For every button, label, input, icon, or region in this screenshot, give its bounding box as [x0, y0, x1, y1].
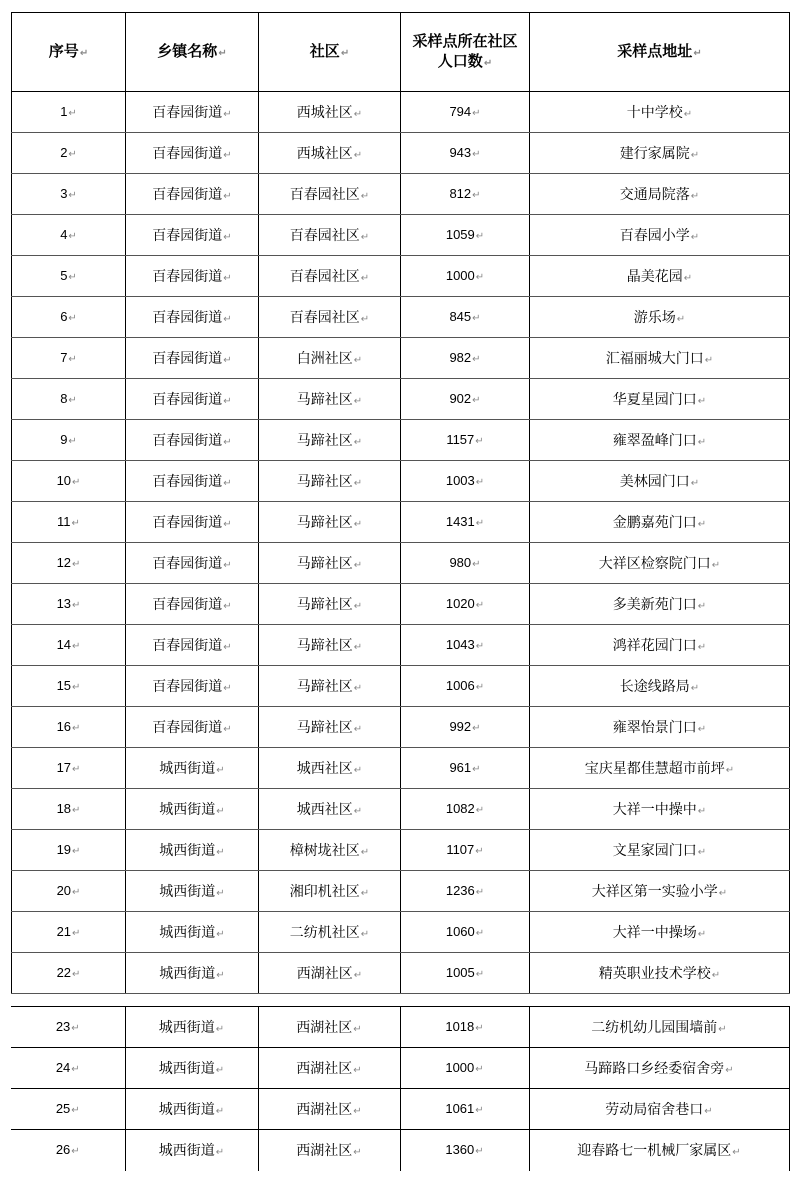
cell-address: 二纺机幼儿园围墙前↵ [529, 1007, 789, 1048]
cell-community: 西湖社区↵ [258, 1089, 400, 1130]
cell-community: 西城社区↵ [259, 92, 401, 133]
cell-population: 1107↵ [401, 830, 530, 871]
cell-address: 晶美花园↵ [530, 256, 790, 297]
cell-address: 迎春路七一机械厂家属区↵ [529, 1130, 789, 1171]
cell-town: 城西街道↵ [125, 1130, 258, 1171]
cell-town: 城西街道↵ [126, 830, 259, 871]
cell-town: 百春园街道↵ [126, 215, 259, 256]
cell-community: 西城社区↵ [259, 133, 401, 174]
header-town: 乡镇名称↵ [126, 13, 259, 92]
cell-town: 城西街道↵ [126, 871, 259, 912]
cell-no: 5↵ [12, 256, 126, 297]
cell-no: 18↵ [12, 789, 126, 830]
cell-community: 百春园社区↵ [259, 297, 401, 338]
cell-community: 城西社区↵ [259, 789, 401, 830]
cell-community: 马蹄社区↵ [259, 707, 401, 748]
cell-address: 交通局院落↵ [530, 174, 790, 215]
cell-community: 百春园社区↵ [259, 174, 401, 215]
cell-no: 10↵ [12, 461, 126, 502]
cell-town: 百春园街道↵ [126, 461, 259, 502]
table-row [12, 502, 790, 543]
cell-community: 百春园社区↵ [259, 256, 401, 297]
cell-town: 百春园街道↵ [126, 174, 259, 215]
cell-population: 1043↵ [401, 625, 530, 666]
table-row [11, 1130, 789, 1171]
cell-address: 大祥区检察院门口↵ [530, 543, 790, 584]
cell-population: 1018↵ [400, 1007, 529, 1048]
cell-town: 城西街道↵ [126, 789, 259, 830]
table-row [12, 420, 790, 461]
cell-no: 22↵ [12, 953, 126, 994]
cell-no: 13↵ [12, 584, 126, 625]
cell-address: 鸿祥花园门口↵ [530, 625, 790, 666]
cell-population: 943↵ [401, 133, 530, 174]
table-row [12, 133, 790, 174]
cell-address: 百春园小学↵ [530, 215, 790, 256]
cell-population: 992↵ [401, 707, 530, 748]
cell-no: 15↵ [12, 666, 126, 707]
cell-address: 建行家属院↵ [530, 133, 790, 174]
cell-town: 百春园街道↵ [126, 666, 259, 707]
table-row [12, 297, 790, 338]
cell-no: 19↵ [12, 830, 126, 871]
table-row [12, 789, 790, 830]
cell-population: 980↵ [401, 543, 530, 584]
cell-town: 百春园街道↵ [126, 379, 259, 420]
table-row [12, 543, 790, 584]
cell-no: 25↵ [11, 1089, 125, 1130]
cell-community: 西湖社区↵ [258, 1130, 400, 1171]
table-row [12, 830, 790, 871]
cell-no: 21↵ [12, 912, 126, 953]
cell-community: 马蹄社区↵ [259, 461, 401, 502]
cell-community: 马蹄社区↵ [259, 543, 401, 584]
cell-community: 百春园社区↵ [259, 215, 401, 256]
table-row [12, 912, 790, 953]
cell-population: 1005↵ [401, 953, 530, 994]
cell-community: 马蹄社区↵ [259, 420, 401, 461]
table-row [12, 748, 790, 789]
cell-address: 精英职业技术学校↵ [530, 953, 790, 994]
cell-no: 20↵ [12, 871, 126, 912]
cell-address: 雍翠怡景门口↵ [530, 707, 790, 748]
cell-town: 百春园街道↵ [126, 133, 259, 174]
table-row [12, 256, 790, 297]
cell-no: 1↵ [12, 92, 126, 133]
cell-community: 马蹄社区↵ [259, 584, 401, 625]
cell-population: 1360↵ [400, 1130, 529, 1171]
cell-address: 游乐场↵ [530, 297, 790, 338]
cell-community: 城西社区↵ [259, 748, 401, 789]
cell-town: 百春园街道↵ [126, 297, 259, 338]
cell-population: 1082↵ [401, 789, 530, 830]
sampling-points-table-continued [11, 1006, 790, 1171]
cell-population: 845↵ [401, 297, 530, 338]
cell-town: 城西街道↵ [125, 1007, 258, 1048]
table-row [12, 707, 790, 748]
cell-address: 美林园门口↵ [530, 461, 790, 502]
cell-no: 24↵ [11, 1048, 125, 1089]
cell-no: 3↵ [12, 174, 126, 215]
cell-population: 1431↵ [401, 502, 530, 543]
cell-population: 1020↵ [401, 584, 530, 625]
cell-address: 大祥一中操中↵ [530, 789, 790, 830]
cell-community: 湘印机社区↵ [259, 871, 401, 912]
cell-community: 二纺机社区↵ [259, 912, 401, 953]
cell-town: 城西街道↵ [126, 953, 259, 994]
cell-community: 马蹄社区↵ [259, 625, 401, 666]
cell-population: 1157↵ [401, 420, 530, 461]
cell-population: 1006↵ [401, 666, 530, 707]
cell-no: 6↵ [12, 297, 126, 338]
cell-town: 百春园街道↵ [126, 584, 259, 625]
cell-no: 8↵ [12, 379, 126, 420]
cell-no: 26↵ [11, 1130, 125, 1171]
cell-community: 马蹄社区↵ [259, 502, 401, 543]
cell-population: 902↵ [401, 379, 530, 420]
table-header-row [12, 13, 790, 92]
cell-no: 14↵ [12, 625, 126, 666]
cell-address: 大祥一中操场↵ [530, 912, 790, 953]
cell-no: 7↵ [12, 338, 126, 379]
cell-address: 十中学校↵ [530, 92, 790, 133]
table-row [12, 584, 790, 625]
cell-town: 百春园街道↵ [126, 625, 259, 666]
cell-address: 大祥区第一实验小学↵ [530, 871, 790, 912]
cell-population: 794↵ [401, 92, 530, 133]
table-row [12, 461, 790, 502]
cell-population: 1236↵ [401, 871, 530, 912]
table-row [11, 1089, 789, 1130]
table-row [11, 1007, 789, 1048]
cell-population: 1000↵ [401, 256, 530, 297]
cell-population: 812↵ [401, 174, 530, 215]
cell-town: 城西街道↵ [125, 1048, 258, 1089]
table-row [12, 625, 790, 666]
cell-address: 金鹏嘉苑门口↵ [530, 502, 790, 543]
cell-town: 百春园街道↵ [126, 502, 259, 543]
cell-community: 西湖社区↵ [258, 1007, 400, 1048]
cell-town: 百春园街道↵ [126, 256, 259, 297]
cell-town: 城西街道↵ [126, 748, 259, 789]
cell-community: 樟树垅社区↵ [259, 830, 401, 871]
table-row [12, 871, 790, 912]
cell-no: 4↵ [12, 215, 126, 256]
cell-no: 23↵ [11, 1007, 125, 1048]
header-community: 社区↵ [259, 13, 401, 92]
cell-population: 961↵ [401, 748, 530, 789]
cell-community: 马蹄社区↵ [259, 379, 401, 420]
table-row [12, 666, 790, 707]
cell-community: 西湖社区↵ [259, 953, 401, 994]
cell-community: 西湖社区↵ [258, 1048, 400, 1089]
cell-no: 16↵ [12, 707, 126, 748]
cell-address: 多美新苑门口↵ [530, 584, 790, 625]
cell-population: 1003↵ [401, 461, 530, 502]
cell-address: 汇福丽城大门口↵ [530, 338, 790, 379]
table-row [11, 1048, 789, 1089]
cell-address: 长途线路局↵ [530, 666, 790, 707]
cell-address: 文星家园门口↵ [530, 830, 790, 871]
cell-community: 白洲社区↵ [259, 338, 401, 379]
table-row [12, 953, 790, 994]
table-row [12, 379, 790, 420]
cell-no: 9↵ [12, 420, 126, 461]
cell-address: 宝庆星都佳慧超市前坪↵ [530, 748, 790, 789]
cell-address: 华夏星园门口↵ [530, 379, 790, 420]
cell-town: 城西街道↵ [125, 1089, 258, 1130]
table-row [12, 174, 790, 215]
cell-town: 百春园街道↵ [126, 543, 259, 584]
cell-population: 1059↵ [401, 215, 530, 256]
sampling-points-table [11, 12, 790, 994]
cell-no: 12↵ [12, 543, 126, 584]
header-no: 序号↵ [12, 13, 126, 92]
cell-population: 982↵ [401, 338, 530, 379]
cell-population: 1061↵ [400, 1089, 529, 1130]
cell-community: 马蹄社区↵ [259, 666, 401, 707]
cell-population: 1060↵ [401, 912, 530, 953]
cell-no: 17↵ [12, 748, 126, 789]
cell-address: 马蹄路口乡经委宿舍旁↵ [529, 1048, 789, 1089]
cell-no: 11↵ [12, 502, 126, 543]
table-row [12, 92, 790, 133]
header-address: 采样点地址↵ [530, 13, 790, 92]
cell-population: 1000↵ [400, 1048, 529, 1089]
cell-no: 2↵ [12, 133, 126, 174]
table-row [12, 215, 790, 256]
cell-town: 百春园街道↵ [126, 707, 259, 748]
cell-address: 劳动局宿舍巷口↵ [529, 1089, 789, 1130]
cell-town: 城西街道↵ [126, 912, 259, 953]
header-population: 采样点所在社区人口数↵ [401, 13, 530, 92]
cell-town: 百春园街道↵ [126, 92, 259, 133]
cell-town: 百春园街道↵ [126, 420, 259, 461]
cell-address: 雍翠盈峰门口↵ [530, 420, 790, 461]
table-row [12, 338, 790, 379]
cell-town: 百春园街道↵ [126, 338, 259, 379]
